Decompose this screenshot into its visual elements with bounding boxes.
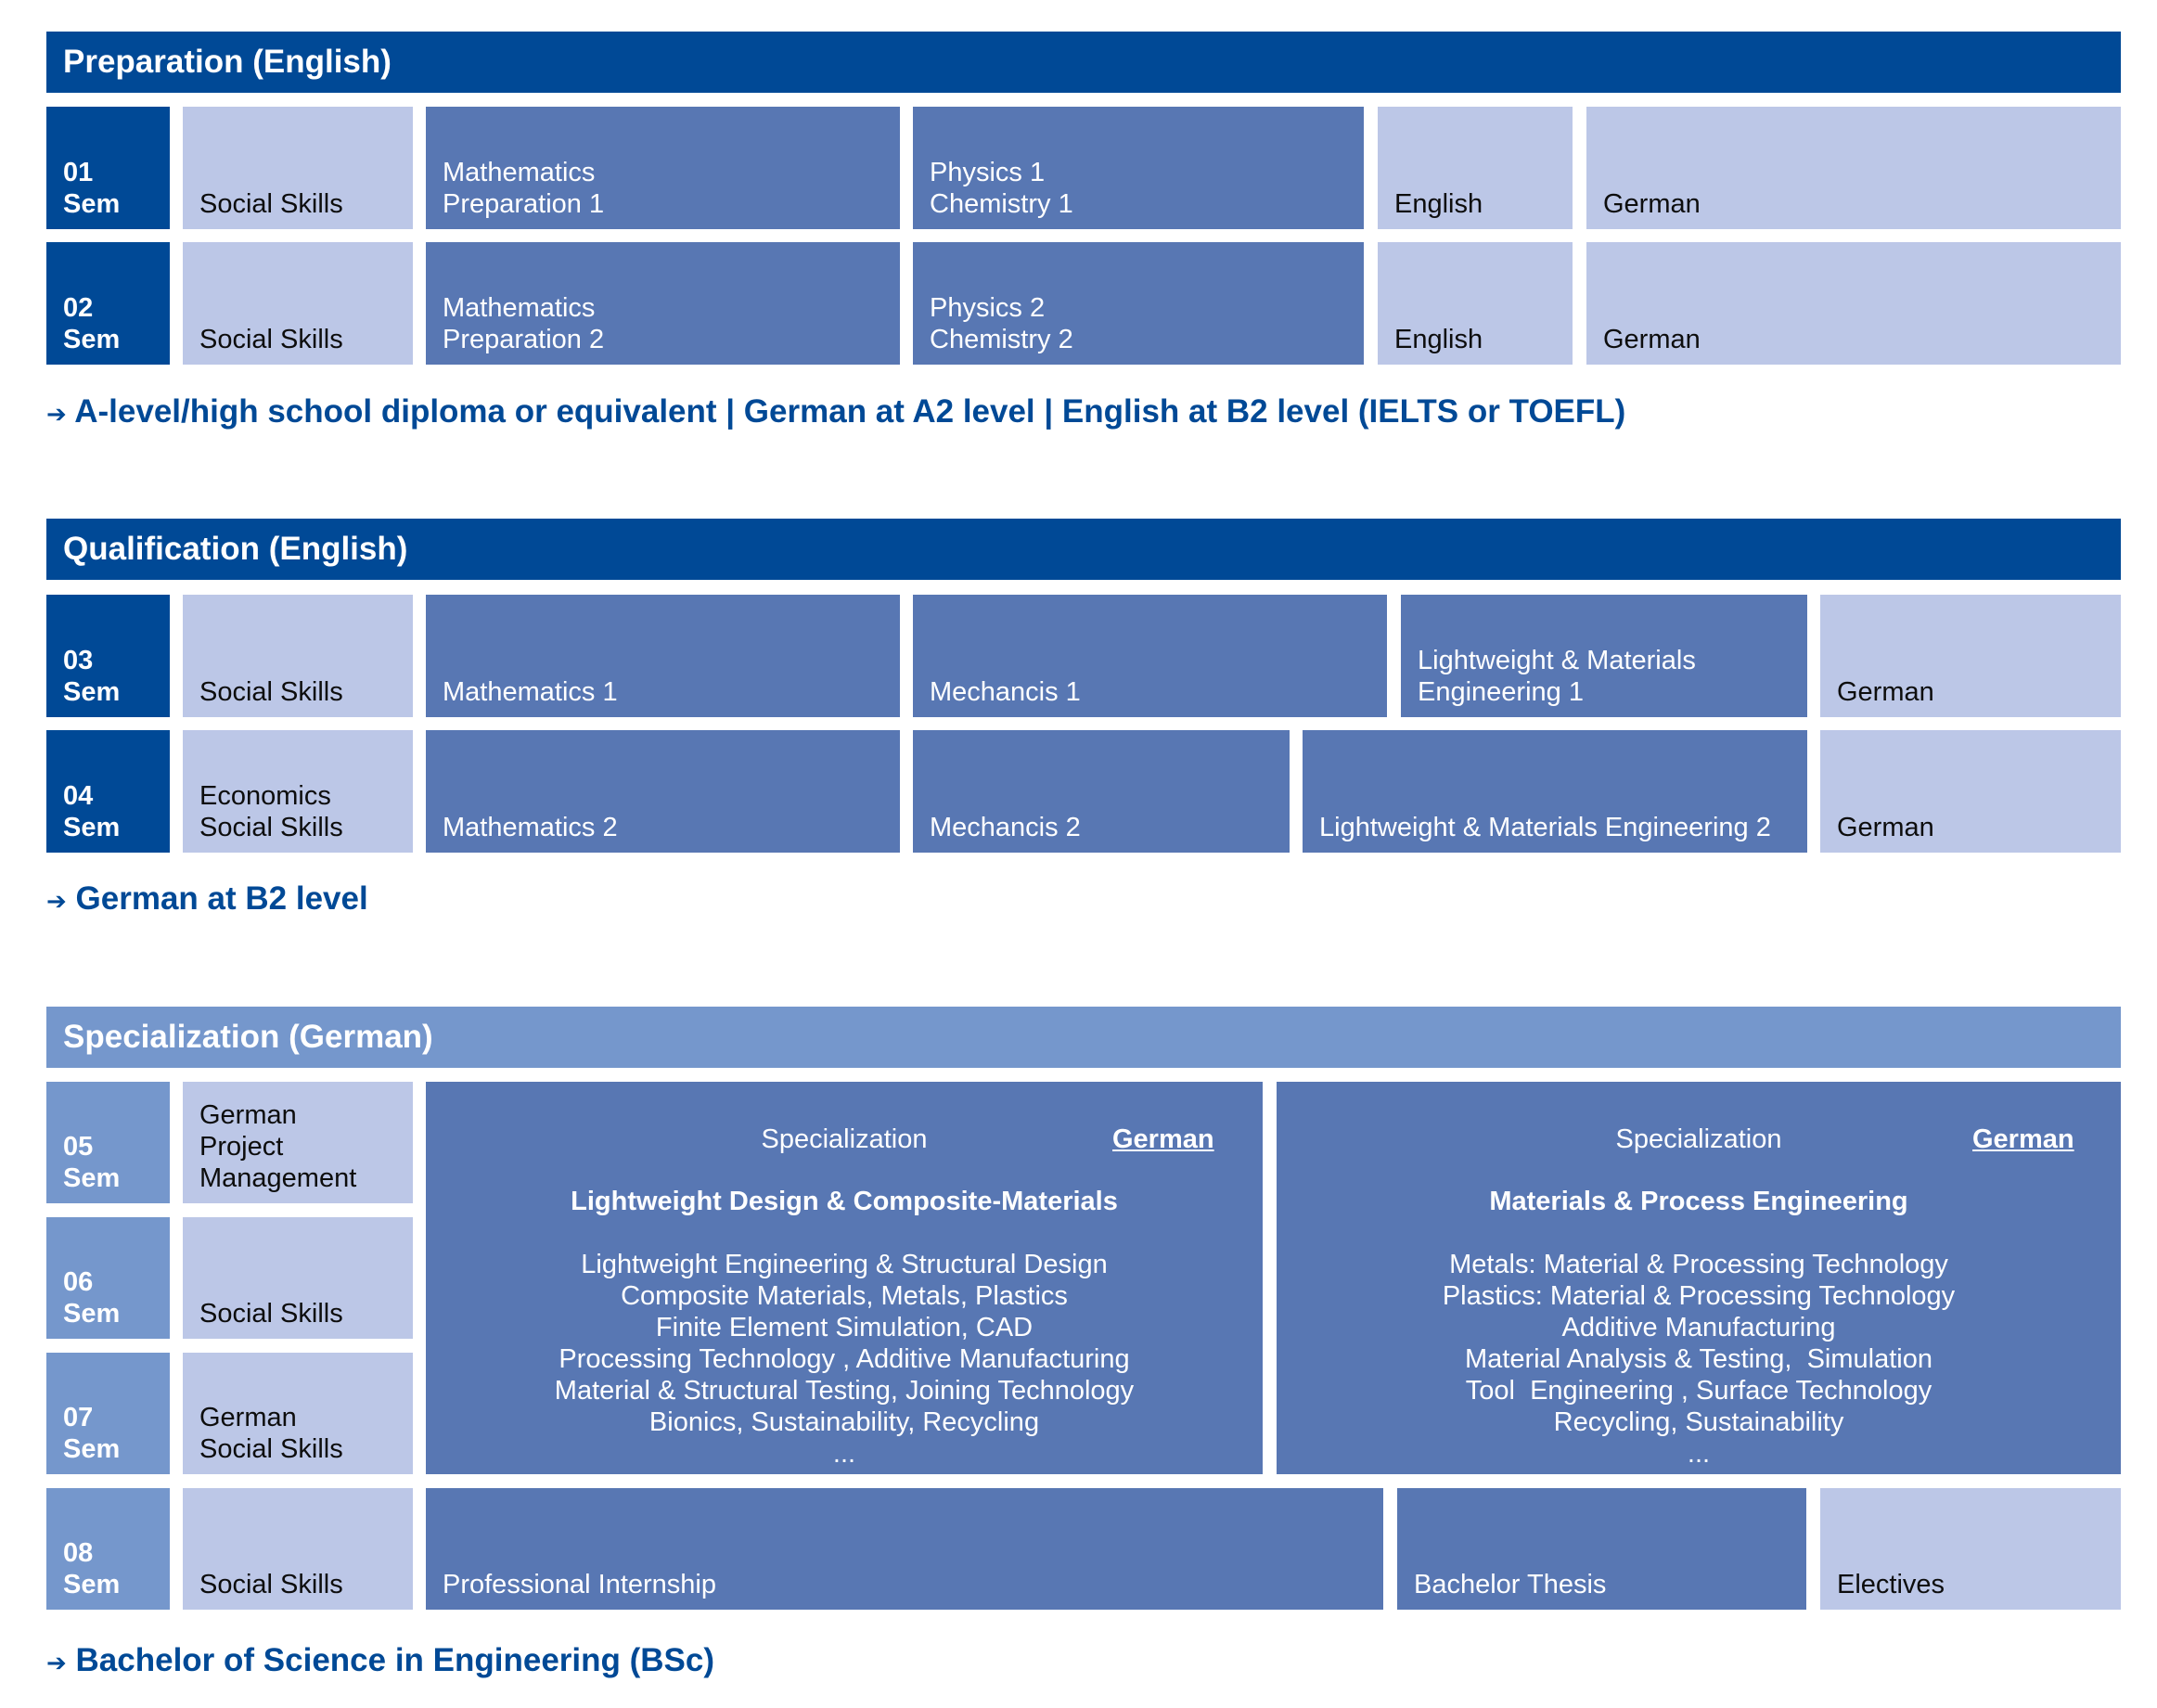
specialization-topics [1277,1249,2121,1470]
semester-label-04: 04 Sem [46,730,170,853]
module-electives: Electives [1820,1488,2121,1610]
specialization-title: Materials & Process Engineering [1489,1187,1908,1216]
module-mechanics-2: Mechancis 2 [913,730,1290,853]
module-professional-internship: Professional Internship [426,1488,1383,1610]
outcome-text: German at B2 level [75,880,368,917]
module-mathematics-1: Mathematics 1 [426,595,900,717]
topic-item: Composite Materials, Metals, Plastics [621,1281,1068,1311]
section-header-qualification [46,519,2121,580]
topic-item: Finite Element Simulation, CAD [655,1313,1034,1342]
arrow-icon: ➔ [46,400,67,428]
module-english: English [1378,242,1573,365]
arrow-icon: ➔ [46,1649,67,1676]
module-german: German [1820,730,2121,853]
module-german-project-management: German Project Management [183,1082,413,1203]
specialization-title: Lightweight Design & Composite-Materials [571,1187,1118,1216]
module-social-skills: Social Skills [183,595,413,717]
specialization-topics [426,1249,1263,1470]
module-german-social-skills: German Social Skills [183,1353,413,1474]
section-title: Qualification (English) [63,531,408,567]
module-german: German [1586,242,2121,365]
semester-label-03: 03 Sem [46,595,170,717]
semester-label-08: 08 Sem [46,1488,170,1610]
topic-item: Bionics, Sustainability, Recycling [648,1407,1040,1437]
topic-item: ... [1687,1439,1711,1469]
module-mathematics-2: Mathematics 2 [426,730,900,853]
outcome-text: Bachelor of Science in Engineering (BSc) [75,1642,715,1678]
module-mathematics-preparation-1: Mathematics Preparation 1 [426,107,900,229]
module-economics-social-skills: Economics Social Skills [183,730,413,853]
topic-item: Lightweight Engineering & Structural Design [581,1250,1108,1279]
semester-label-07: 07 Sem [46,1353,170,1474]
section-title: Specialization (German) [63,1019,433,1055]
specialization-language: German [1972,1124,2074,1154]
topic-item: Material Analysis & Testing, Simulation [1465,1344,1932,1374]
module-lightweight-materials-engineering-2: Lightweight & Materials Engineering 2 [1303,730,1807,853]
module-mechanics-1: Mechancis 1 [913,595,1387,717]
topic-item: Recycling, Sustainability [1553,1407,1844,1437]
topic-item: Processing Technology , Additive Manufacturing [559,1344,1130,1374]
outcome-specialization [46,1642,714,1679]
semester-label-01: 01 Sem [46,107,170,229]
module-social-skills: Social Skills [183,107,413,229]
module-mathematics-preparation-2: Mathematics Preparation 2 [426,242,900,365]
topic-item: Tool Engineering , Surface Technology [1465,1376,1932,1406]
arrow-icon: ➔ [46,887,67,915]
specialization-heading: Specialization [761,1124,928,1154]
specialization-block-materials-process [1277,1082,2121,1474]
module-german: German [1586,107,2121,229]
topic-item: Additive Manufacturing [1561,1313,1836,1342]
topic-item: Metals: Material & Processing Technology [1449,1250,1948,1279]
module-physics-chemistry-2: Physics 2 Chemistry 2 [913,242,1364,365]
module-social-skills: Social Skills [183,1217,413,1339]
module-english: English [1378,107,1573,229]
module-german: German [1820,595,2121,717]
topic-item: Material & Structural Testing, Joining Technology [554,1376,1135,1406]
specialization-heading: Specialization [1615,1124,1782,1154]
module-social-skills: Social Skills [183,1488,413,1610]
section-header-specialization [46,1007,2121,1068]
topic-item: ... [832,1439,856,1469]
specialization-block-lightweight-design [426,1082,1263,1474]
semester-label-06: 06 Sem [46,1217,170,1339]
outcome-qualification [46,880,368,918]
module-lightweight-materials-engineering-1: Lightweight & Materials Engineering 1 [1401,595,1807,717]
section-header-preparation [46,32,2121,93]
topic-item: Plastics: Material & Processing Technology [1442,1281,1956,1311]
semester-label-02: 02 Sem [46,242,170,365]
semester-label-05: 05 Sem [46,1082,170,1203]
module-bachelor-thesis: Bachelor Thesis [1397,1488,1806,1610]
section-title: Preparation (English) [63,44,392,80]
module-social-skills: Social Skills [183,242,413,365]
outcome-preparation [46,393,1625,430]
specialization-language: German [1112,1124,1214,1154]
module-physics-chemistry-1: Physics 1 Chemistry 1 [913,107,1364,229]
outcome-text: A-level/high school diploma or equivalent | German at A2 level | English at B2 level (IELTS or TOEFL) [74,393,1626,430]
